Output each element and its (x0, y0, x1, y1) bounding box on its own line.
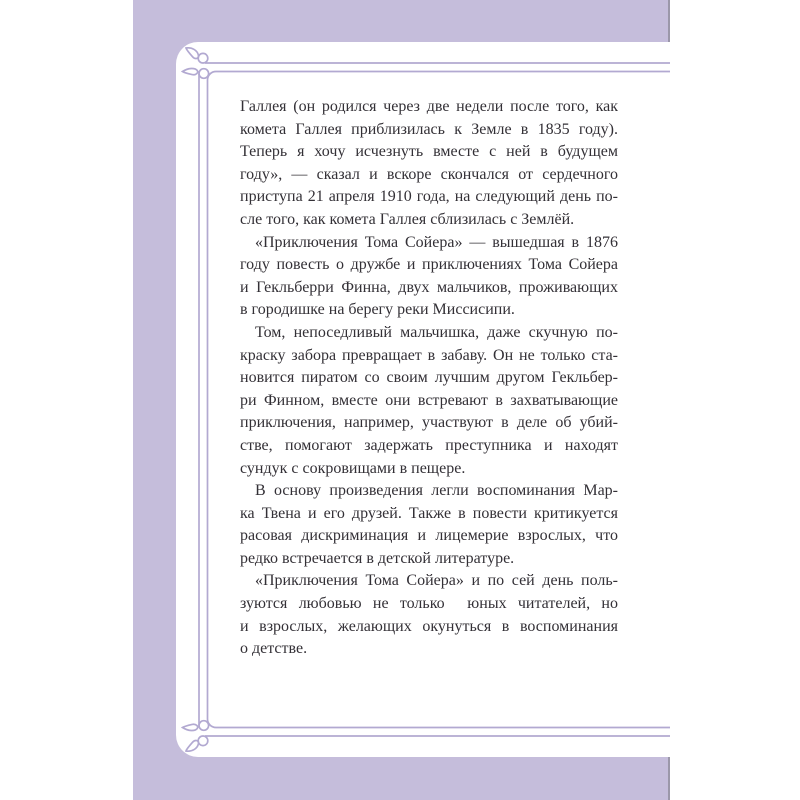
paragraph (240, 96, 618, 232)
text-line: приступа 21 апреля 1910 года, на следующий день по- (240, 188, 618, 206)
text-line: ка Твена и его друзей. Также в повести критикуется (240, 504, 618, 522)
text-line: редко встречается в детской литературе. (240, 549, 515, 567)
text-line: в городишке на берегу реки Миссисипи. (240, 301, 515, 319)
text-line: Том, непоседливый мальчишка, даже скучную по- (255, 323, 618, 341)
corner-flourish-icon (183, 48, 209, 78)
text-line: «Приключения Тома Сойера» и по сей день поль- (255, 572, 618, 590)
text-line: году повесть о дружбе и приключениях Тома Сойера (240, 256, 618, 274)
text-line: о детстве. (240, 640, 308, 658)
paragraph (240, 322, 618, 480)
text-line: и взрослых, желающих окунуться в воспоминания (240, 617, 618, 635)
text-line: Теперь я хочу исчезнуть вместе с ней в будущем (240, 143, 618, 161)
corner-flourish-icon (183, 721, 209, 751)
text-line: стве, помогают задержать преступника и находят (240, 436, 618, 454)
text-line: зуются любовью не только юных читателей, но (240, 595, 618, 613)
text-line: и Гекльберри Финна, двух мальчиков, проживающих (240, 278, 618, 296)
page-text (240, 96, 618, 661)
text-line: году», — сказал и вскоре скончался от сердечного (240, 165, 618, 183)
text-line: комета Галлея приблизилась к Земле в 1835 году). (240, 120, 618, 138)
text-line: новится пиратом со своим лучшим другом Гекльбер- (240, 369, 618, 387)
text-line: «Приключения Тома Сойера» — вышедшая в 1876 (255, 233, 618, 251)
text-line: сундук с сокровищами в пещере. (240, 459, 466, 477)
text-line: ри Финном, вместе они встревают в захватывающие (240, 391, 618, 409)
text-line: приключения, например, участвуют в деле об убий- (240, 414, 618, 432)
text-line: краску забора превращает в забаву. Он не только ста- (240, 346, 618, 364)
paragraph (240, 570, 618, 660)
text-line: В основу произведения легли воспоминания Мар- (255, 482, 618, 500)
text-line: Галлея (он родился через две недели после того, как (240, 98, 618, 115)
paragraph (240, 232, 618, 322)
book-page (176, 42, 670, 757)
text-line: расовая дискриминация и лицемерие взрослых, что (240, 527, 618, 545)
book-photo-background (133, 0, 670, 800)
paragraph (240, 480, 618, 570)
text-line: сле того, как комета Галлея сблизилась с Землёй. (240, 210, 575, 228)
